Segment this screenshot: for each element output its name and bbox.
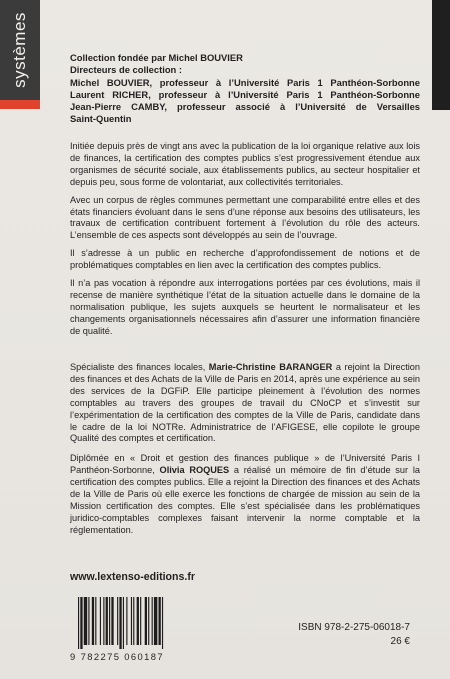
right-edge-bar [432,0,450,110]
description-paragraph: Initiée depuis près de vingt ans avec la publication de la loi organique relative aux lois de finances, la certification des comptes publics s’est progressivement étendue aux organismes de sécurité sociale, aux établissements publics, au secteur hospitalier et depuis peu, sous forme de volontariat, aux collectivités territoriales. [70,141,420,187]
publisher-website: www.lextenso-editions.fr [70,571,195,583]
barcode [70,597,204,663]
author-bio: Spécialiste des finances locales, Marie-Christine BARANGER a rejoint la Direction des finances et des Achats de la Ville de Paris en 2014, après une expérience au sein des services de la DGFiP. Elle participe pleinement à l’évolution des normes comptables au travers des groupes de travail du CNoCP et s’investit sur l’expérimentation de la certification des comptes de la Ville de Paris, candidate dans le cadre de la loi NOTRe. Administratrice de l’AFIGESE, elle copilote le groupe Qualité des comptes et certification. [70,362,421,444]
collection-directors [70,52,420,126]
author-name: Olivia ROQUES [159,465,230,476]
series-title: systèmes [10,12,29,88]
collection-founder: Collection fondée par Michel BOUVIER [70,52,243,63]
barcode-digits: 9 782275 060187 [70,651,164,662]
director-line: Laurent RICHER, professeur à l’Université Paris 1 Panthéon-Sorbonne [70,88,420,100]
author-bios [70,362,420,545]
description-paragraph: Il n’a pas vocation à répondre aux interrogations portées par ces évolutions, mais il recense de manière synthétique l’état de la situation actuelle dans le domaine de la normalisation publique, les sujets auxquels se heurtent le normalisateur et les changements organisationnels nécessaires afin d’assurer une information financière de qualité. [70,278,420,336]
director-line: Saint-Quentin [70,113,132,125]
series-accent-stripe [0,100,40,109]
book-description [70,141,420,344]
author-bio: Diplômée en « Droit et gestion des finances publique » de l’Université Paris I Panthéon-Sorbonne, Olivia ROQUES a réalisé un mémoire de fin d’étude sur la certification des comptes publics. Elle a rejoint la Direction des finances et des Achats de la Ville de Paris où elle exerce les fonctions de chargée de mission au sein de la Mission certification des comptes. Elle s’est spécialisée dans les problématiques juridico-comptables complexes faisant intervenir la norme comptable et la réglementation. [70,453,420,535]
author-name: Marie-Christine BARANGER [208,362,333,372]
isbn: ISBN 978-2-275-06018-7 [298,622,410,633]
description-paragraph: Avec un corpus de règles communes permettant une comparabilité entre elles et des états financiers évoluant dans le sens d’une réponse aux besoins des utilisateurs, les travaux de certification contribuent fortement à l’évolution du rôle des acteurs. L’ensemble de ces aspects sont développés au sein de l’ouvrage. [70,194,420,241]
director-line: Jean-Pierre CAMBY, professeur associé à l’Université de Versailles [70,101,420,113]
director-line: Michel BOUVIER, professeur à l’Université Paris 1 Panthéon-Sorbonne [70,76,420,88]
price: 26 € [390,636,410,647]
series-band [0,0,40,100]
directors-heading: Directeurs de collection : [70,64,183,76]
description-paragraph: Il s’adresse à un public en recherche d’approfondissement de notions et de problématiques comptables en lien avec la certification des comptes publics. [70,248,420,271]
barcode-bars-icon [78,597,196,649]
